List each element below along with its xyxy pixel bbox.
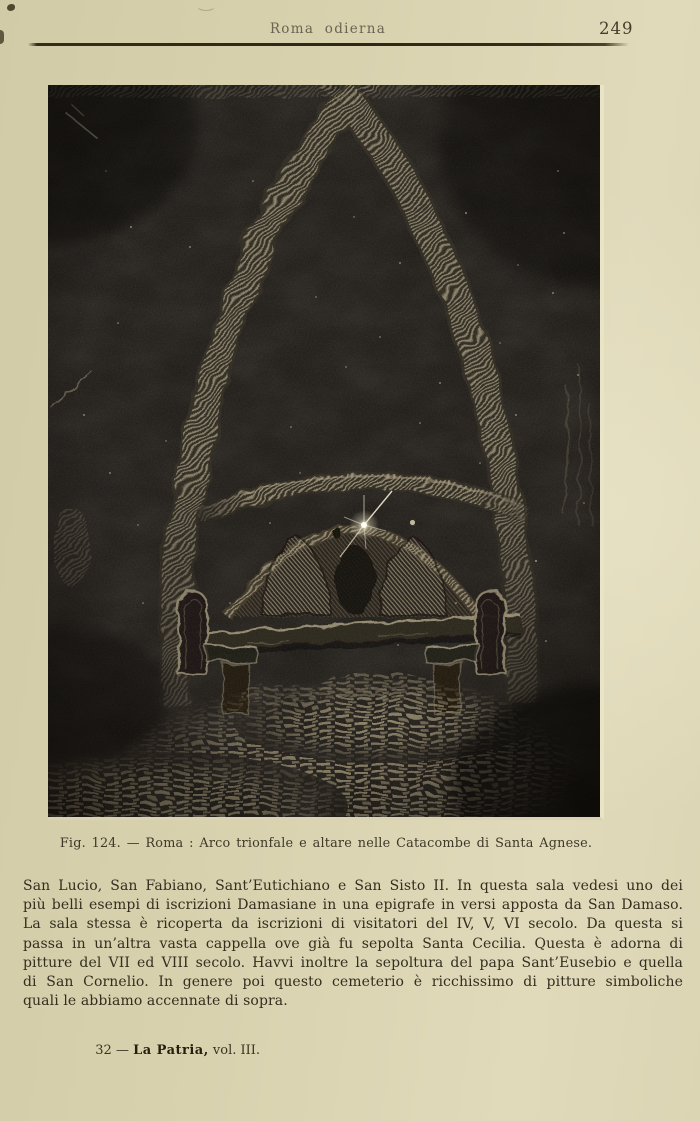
text-line: passa in un’altra vasta cappella ove già fu sepolta Santa Cecilia. Questa è adorna di: [23, 935, 683, 952]
text-line: di San Cornelio. In genere poi questo cemeterio è ricchissimo di pitture simboliche: [23, 973, 683, 990]
series-title: La Patria,: [133, 1043, 209, 1058]
paper-scratch: [196, 0, 216, 11]
footer-signature: [87, 1028, 260, 1058]
page-number: 249: [599, 19, 634, 38]
signature-number: 32 —: [95, 1043, 134, 1058]
text-line: La sala stessa è ricoperta da iscrizioni di visitatori del IV, V, VI secolo. Da questa si: [23, 916, 683, 933]
header-rule: [28, 43, 629, 46]
running-title: Roma odierna: [269, 21, 387, 37]
figure-caption: Fig. 124. — Roma : Arco trionfale e altare nelle Catacombe di Santa Agnese.: [59, 836, 593, 851]
catacomb-engraving: [48, 85, 600, 817]
figure-engraving: [48, 85, 604, 820]
body-paragraph: [23, 877, 683, 1011]
text-line: San Lucio, San Fabiano, Sant’Eutichiano e San Sisto II. In questa sala vedesi uno dei: [23, 878, 683, 894]
text-line: pitture del VII ed VIII secolo. Havvi inoltre la sepoltura del papa Sant’Eusebio e quella: [23, 954, 683, 971]
ink-spot: [7, 4, 15, 11]
text-line: quali le abbiamo accennate di sopra.: [23, 993, 288, 1010]
text-line: più belli esempi di iscrizioni Damasiane in una epigrafe in versi apposta da San Damaso.: [23, 897, 683, 914]
volume-label: vol. III.: [208, 1043, 261, 1058]
